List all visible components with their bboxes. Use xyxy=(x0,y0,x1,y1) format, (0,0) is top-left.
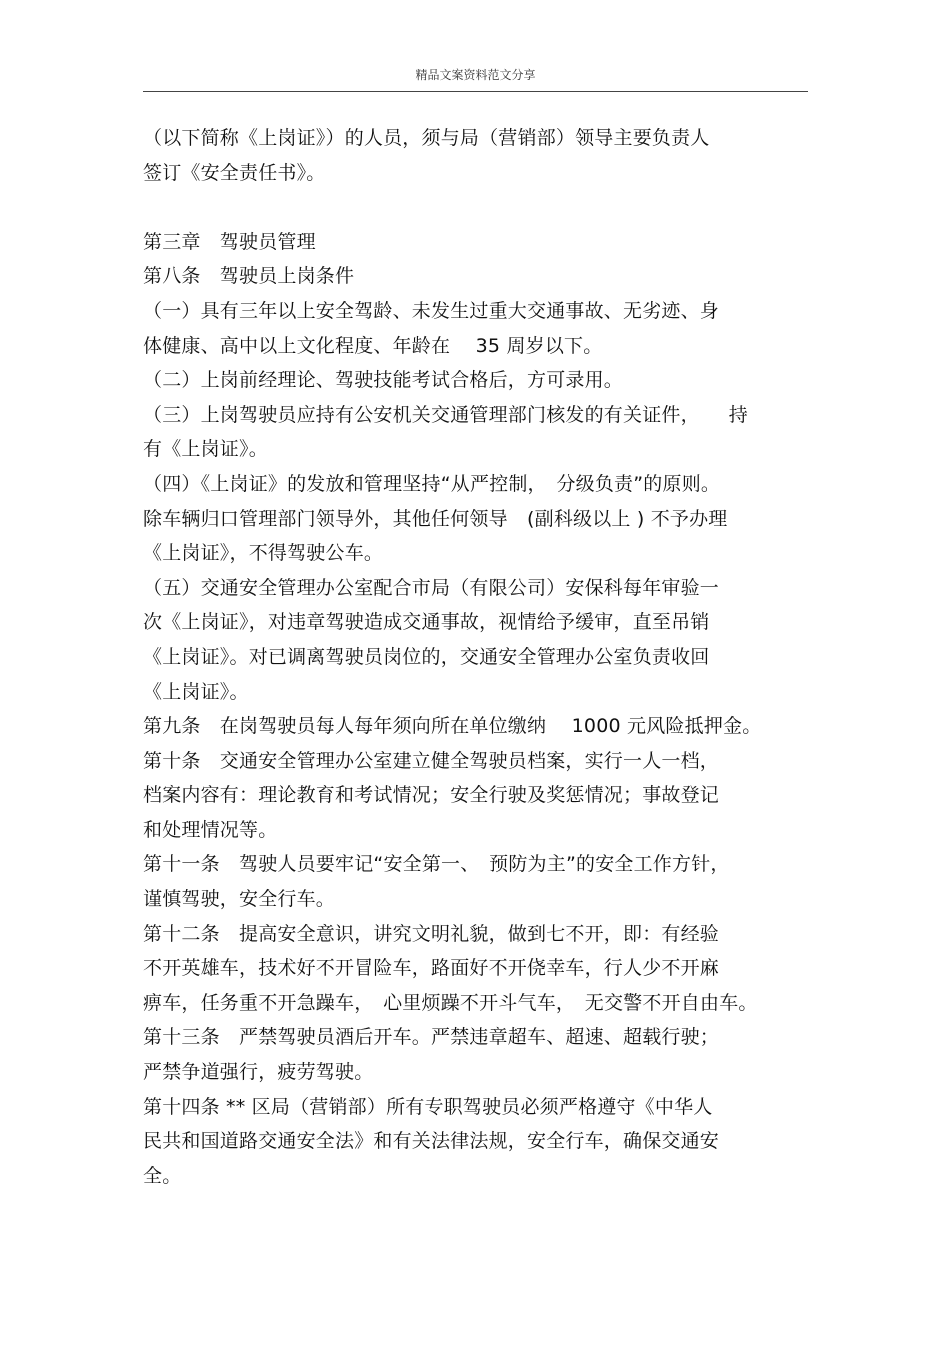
blank-line xyxy=(143,190,808,225)
text-line: 不开英雄车，技术好不开冒险车，路面好不开侥幸车，行人少不开麻 xyxy=(143,957,720,980)
text-line: 体健康、高中以上文化程度、年龄在 35 周岁以下。 xyxy=(143,334,603,357)
text-line: （以下简称《上岗证》）的人员，须与局（营销部）领导主要负责人 xyxy=(143,127,710,149)
text-line: （一）具有三年以上安全驾龄、未发生过重大交通事故、无劣迹、身 xyxy=(143,299,720,322)
text-line: （四）《上岗证》的发放和管理坚持“从严控制， 分级负责”的原则。 xyxy=(143,472,721,495)
text-line: 严禁争道强行，疲劳驾驶。 xyxy=(143,1061,374,1084)
text-line: 全。 xyxy=(143,1164,182,1187)
text-line: （三）上岗驾驶员应持有公安机关交通管理部门核发的有关证件， 持 xyxy=(143,403,748,426)
text-line: 第十条 交通安全管理办公室建立健全驾驶员档案，实行一人一档， xyxy=(143,749,720,772)
document-body xyxy=(143,121,808,1193)
text-line: 《上岗证》，不得驾驶公车。 xyxy=(143,542,384,565)
chapter-heading: 第三章 驾驶员管理 xyxy=(143,230,316,253)
page-header: 精品文案资料范文分享 xyxy=(415,68,536,82)
text-line: 除车辆归口管理部门领导外，其他任何领导 (副科级以上 ) 不予办理 xyxy=(143,507,728,530)
text-line: （二）上岗前经理论、驾驶技能考试合格后，方可录用。 xyxy=(143,369,624,392)
text-line: 次《上岗证》，对违章驾驶造成交通事故，视情给予缓审，直至吊销 xyxy=(143,611,710,634)
text-line: 签订《安全责任书》。 xyxy=(143,161,326,184)
text-line: 《上岗证》。 xyxy=(143,680,249,703)
text-line: 痹车，任务重不开急躁车， 心里烦躁不开斗气车， 无交警不开自由车。 xyxy=(143,991,758,1014)
header-divider xyxy=(143,91,808,92)
article-heading: 第八条 驾驶员上岗条件 xyxy=(143,265,355,288)
text-line: 档案内容有：理论教育和考试情况；安全行驶及奖惩情况；事故登记 xyxy=(143,784,720,807)
text-line: 谨慎驾驶，安全行车。 xyxy=(143,888,336,911)
text-line: 《上岗证》。对已调离驾驶员岗位的，交通安全管理办公室负责收回 xyxy=(143,645,710,668)
text-line: 民共和国道路交通安全法》和有关法律法规，安全行车，确保交通安 xyxy=(143,1130,720,1153)
text-line: 第十一条 驾驶人员要牢记“安全第一、 预防为主”的安全工作方针， xyxy=(143,853,730,876)
text-line: 第十四条 ** 区局（营销部）所有专职驾驶员必须严格遵守《中华人 xyxy=(143,1095,713,1118)
text-line: 和处理情况等。 xyxy=(143,818,278,841)
text-line: （五）交通安全管理办公室配合市局（有限公司）安保科每年审验一 xyxy=(143,576,720,599)
text-line: 第九条 在岗驾驶员每人每年须向所在单位缴纳 1000 元风险抵押金。 xyxy=(143,715,762,738)
text-line: 有《上岗证》。 xyxy=(143,438,268,461)
text-line: 第十二条 提高安全意识，讲究文明礼貌，做到七不开，即：有经验 xyxy=(143,922,720,945)
text-line: 第十三条 严禁驾驶员酒后开车。严禁违章超车、超速、超载行驶； xyxy=(143,1026,720,1049)
